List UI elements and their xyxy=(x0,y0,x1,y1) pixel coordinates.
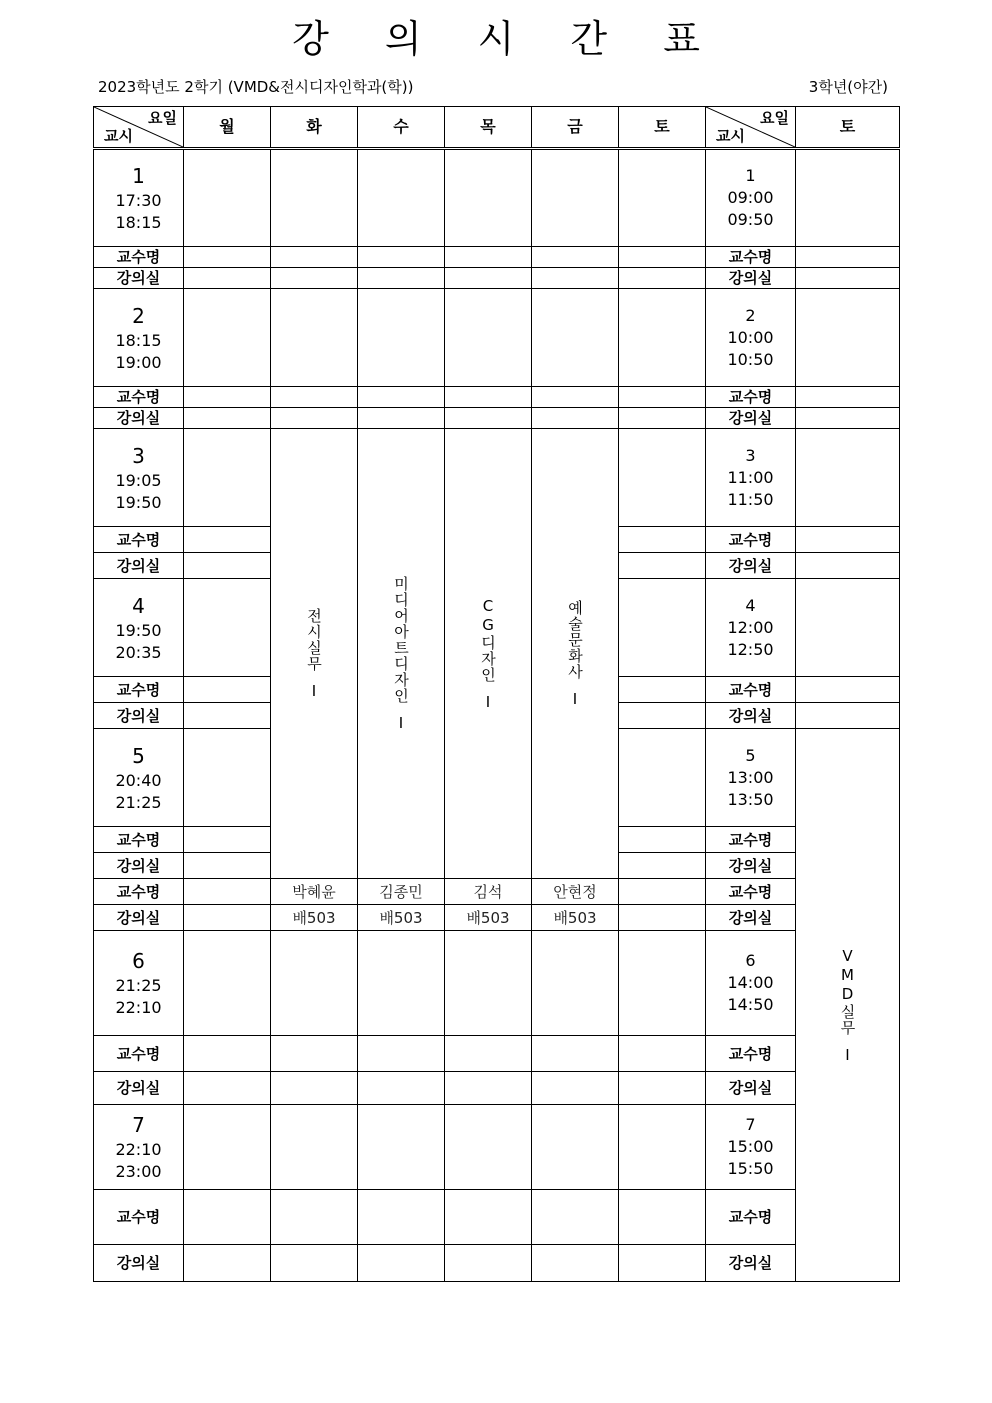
empty-cell xyxy=(271,1190,358,1245)
empty-cell xyxy=(445,387,532,408)
empty-cell xyxy=(271,931,358,1036)
period-time-cell xyxy=(94,579,184,677)
period-text: 22:10 xyxy=(115,998,162,1017)
empty-cell xyxy=(796,677,900,703)
period-text: 09:00 xyxy=(727,188,774,207)
empty-cell xyxy=(619,1245,706,1282)
room-row xyxy=(94,268,900,289)
row-label: 강의실 xyxy=(706,853,796,879)
grade-info: 3학년(야간) xyxy=(808,78,888,96)
weekend-period-time-cell xyxy=(706,289,796,387)
empty-cell xyxy=(619,429,706,527)
empty-cell xyxy=(619,1072,706,1105)
period-text: 7 xyxy=(745,1115,756,1134)
empty-cell xyxy=(184,1245,271,1282)
course-block-thu xyxy=(445,429,532,879)
row-label: 강의실 xyxy=(706,703,796,729)
empty-cell xyxy=(184,408,271,429)
empty-cell xyxy=(184,1036,271,1072)
row-label: 교수명 xyxy=(706,879,796,905)
period-text: 20:40 xyxy=(115,770,162,790)
day-header-mon: 월 xyxy=(184,107,271,149)
period-text: 5 xyxy=(745,745,756,765)
empty-cell xyxy=(358,1190,445,1245)
empty-cell xyxy=(532,1072,619,1105)
room-thu: 배503 xyxy=(445,905,532,931)
empty-cell xyxy=(619,408,706,429)
corner-day-label: 요일 xyxy=(760,109,789,127)
row-label: 강의실 xyxy=(706,553,796,579)
empty-cell xyxy=(445,268,532,289)
corner-cell xyxy=(94,107,184,149)
professor-row xyxy=(94,247,900,268)
empty-cell xyxy=(184,1190,271,1245)
period-time-cell xyxy=(94,1105,184,1190)
period-text: 17:30 xyxy=(115,191,162,210)
page-title: 강 의 시 간 표 xyxy=(292,17,722,61)
empty-cell xyxy=(796,553,900,579)
empty-cell xyxy=(358,1072,445,1105)
empty-cell xyxy=(532,268,619,289)
row-label: 교수명 xyxy=(706,1036,796,1072)
corner-period-label: 교시 xyxy=(104,127,133,145)
room-tue: 배503 xyxy=(271,905,358,931)
period-text: 12:00 xyxy=(727,617,774,637)
professor-row xyxy=(94,1190,900,1245)
empty-cell xyxy=(796,268,900,289)
empty-cell xyxy=(358,149,445,247)
corner-day-label: 요일 xyxy=(148,109,177,127)
empty-cell xyxy=(271,289,358,387)
empty-cell xyxy=(532,931,619,1036)
empty-cell xyxy=(619,149,706,247)
row-label: 강의실 xyxy=(94,408,184,429)
period-text: 7 xyxy=(132,1113,145,1137)
period-text: 4 xyxy=(745,595,756,615)
period-text: 18:15 xyxy=(115,330,162,350)
empty-cell xyxy=(184,387,271,408)
period-text: 11:00 xyxy=(727,467,774,487)
empty-cell xyxy=(619,729,706,827)
timetable xyxy=(93,106,900,1282)
empty-cell xyxy=(532,1190,619,1245)
empty-cell xyxy=(619,1190,706,1245)
row-label: 교수명 xyxy=(94,1036,184,1072)
empty-cell xyxy=(445,1245,532,1282)
period-time-cell xyxy=(94,729,184,827)
course-block-weekend-sat xyxy=(796,729,900,1282)
period-text: 19:00 xyxy=(115,352,162,372)
row-label: 강의실 xyxy=(94,553,184,579)
empty-cell xyxy=(445,1072,532,1105)
empty-cell xyxy=(271,268,358,289)
course-level: Ⅰ xyxy=(572,689,578,708)
professor-row xyxy=(94,879,900,905)
empty-cell xyxy=(619,703,706,729)
period-text: 21:25 xyxy=(115,792,162,812)
professor-row xyxy=(94,1036,900,1072)
empty-cell xyxy=(796,408,900,429)
period-row xyxy=(94,1105,900,1190)
course-name: 전시실무 xyxy=(305,607,323,672)
row-label: 교수명 xyxy=(706,677,796,703)
period-text: 10:50 xyxy=(727,349,774,369)
empty-cell xyxy=(358,1036,445,1072)
empty-cell xyxy=(445,1036,532,1072)
empty-cell xyxy=(796,387,900,408)
empty-cell xyxy=(532,1105,619,1190)
period-time-cell xyxy=(94,149,184,247)
empty-cell xyxy=(445,289,532,387)
day-header-weekend-sat: 토 xyxy=(796,107,900,149)
period-row xyxy=(94,149,900,247)
row-label: 강의실 xyxy=(94,1245,184,1282)
empty-cell xyxy=(271,408,358,429)
empty-cell xyxy=(532,289,619,387)
period-text: 13:00 xyxy=(727,767,774,787)
period-text: 11:50 xyxy=(727,489,774,509)
room-row xyxy=(94,408,900,429)
empty-cell xyxy=(271,1105,358,1190)
empty-cell xyxy=(445,408,532,429)
course-name: 미디어아트디자인 xyxy=(392,575,410,704)
empty-cell xyxy=(271,1245,358,1282)
row-label: 교수명 xyxy=(94,677,184,703)
empty-cell xyxy=(358,1105,445,1190)
row-label: 교수명 xyxy=(706,387,796,408)
row-label: 교수명 xyxy=(94,527,184,553)
row-label: 교수명 xyxy=(706,527,796,553)
period-text: 4 xyxy=(132,593,145,618)
empty-cell xyxy=(184,579,271,677)
course-block-fri xyxy=(532,429,619,879)
empty-cell xyxy=(184,879,271,905)
professor-row xyxy=(94,387,900,408)
corner-cell-weekend xyxy=(706,107,796,149)
period-time-cell xyxy=(94,931,184,1036)
period-text: 14:00 xyxy=(727,973,774,992)
row-label: 강의실 xyxy=(706,268,796,289)
empty-cell xyxy=(532,1245,619,1282)
room-wed: 배503 xyxy=(358,905,445,931)
weekend-period-time-cell xyxy=(706,1105,796,1190)
professor-tue: 박혜윤 xyxy=(271,879,358,905)
empty-cell xyxy=(619,289,706,387)
row-label: 교수명 xyxy=(94,1190,184,1245)
period-text: 10:00 xyxy=(727,327,774,347)
course-name: CG디자인 xyxy=(479,596,497,683)
empty-cell xyxy=(184,931,271,1036)
empty-cell xyxy=(271,247,358,268)
empty-cell xyxy=(184,247,271,268)
course-level: Ⅰ xyxy=(485,692,491,711)
row-label: 강의실 xyxy=(94,853,184,879)
empty-cell xyxy=(532,408,619,429)
period-text: 23:00 xyxy=(115,1162,162,1181)
period-text: 1 xyxy=(745,166,756,185)
empty-cell xyxy=(445,247,532,268)
empty-cell xyxy=(619,931,706,1036)
day-header-wed: 수 xyxy=(358,107,445,149)
period-text: 22:10 xyxy=(115,1140,162,1159)
empty-cell xyxy=(619,268,706,289)
course-level: Ⅰ xyxy=(398,713,404,732)
period-row xyxy=(94,429,900,527)
empty-cell xyxy=(184,703,271,729)
course-block-wed xyxy=(358,429,445,879)
empty-cell xyxy=(445,149,532,247)
empty-cell xyxy=(184,149,271,247)
course-name: VMD실무 xyxy=(838,946,857,1036)
empty-cell xyxy=(796,247,900,268)
period-time-cell xyxy=(94,289,184,387)
period-text: 19:50 xyxy=(115,620,162,640)
row-label: 강의실 xyxy=(706,1245,796,1282)
empty-cell xyxy=(358,268,445,289)
empty-cell xyxy=(184,527,271,553)
weekend-period-time-cell xyxy=(706,429,796,527)
empty-cell xyxy=(358,1245,445,1282)
period-text: 5 xyxy=(132,743,145,768)
row-label: 교수명 xyxy=(94,879,184,905)
period-text: 21:25 xyxy=(115,976,162,995)
empty-cell xyxy=(796,527,900,553)
period-text: 3 xyxy=(745,445,756,465)
professor-fri: 안현정 xyxy=(532,879,619,905)
period-text: 1 xyxy=(132,164,145,188)
period-text: 15:50 xyxy=(727,1159,774,1178)
room-row xyxy=(94,905,900,931)
empty-cell xyxy=(445,1190,532,1245)
weekend-period-time-cell xyxy=(706,729,796,827)
period-text: 12:50 xyxy=(727,639,774,659)
row-label: 강의실 xyxy=(94,268,184,289)
empty-cell xyxy=(532,387,619,408)
period-text: 3 xyxy=(132,443,145,468)
period-text: 6 xyxy=(745,951,756,970)
empty-cell xyxy=(619,1105,706,1190)
period-time-cell xyxy=(94,429,184,527)
empty-cell xyxy=(532,247,619,268)
period-text: 19:50 xyxy=(115,492,162,512)
empty-cell xyxy=(184,289,271,387)
empty-cell xyxy=(619,677,706,703)
empty-cell xyxy=(619,387,706,408)
row-label: 강의실 xyxy=(706,1072,796,1105)
empty-cell xyxy=(358,387,445,408)
day-header-fri: 금 xyxy=(532,107,619,149)
empty-cell xyxy=(184,553,271,579)
empty-cell xyxy=(619,853,706,879)
empty-cell xyxy=(796,429,900,527)
empty-cell xyxy=(796,703,900,729)
row-label: 강의실 xyxy=(706,408,796,429)
period-text: 15:00 xyxy=(727,1137,774,1156)
course-level: Ⅰ xyxy=(845,1045,850,1064)
empty-cell xyxy=(184,1072,271,1105)
period-text: 09:50 xyxy=(727,210,774,229)
course-level: Ⅰ xyxy=(311,681,317,700)
row-label: 강의실 xyxy=(94,1072,184,1105)
row-label: 강의실 xyxy=(94,703,184,729)
empty-cell xyxy=(796,579,900,677)
empty-cell xyxy=(271,387,358,408)
empty-cell xyxy=(532,149,619,247)
empty-cell xyxy=(358,931,445,1036)
corner-period-label: 교시 xyxy=(716,127,745,145)
empty-cell xyxy=(619,247,706,268)
empty-cell xyxy=(796,289,900,387)
empty-cell xyxy=(184,853,271,879)
empty-cell xyxy=(184,729,271,827)
period-text: 6 xyxy=(132,949,145,973)
empty-cell xyxy=(619,527,706,553)
row-label: 교수명 xyxy=(94,827,184,853)
room-fri: 배503 xyxy=(532,905,619,931)
row-label: 교수명 xyxy=(706,1190,796,1245)
empty-cell xyxy=(796,149,900,247)
empty-cell xyxy=(358,289,445,387)
empty-cell xyxy=(271,1036,358,1072)
period-text: 20:35 xyxy=(115,642,162,662)
period-text: 13:50 xyxy=(727,789,774,809)
professor-wed: 김종민 xyxy=(358,879,445,905)
semester-info: 2023학년도 2학기 (VMD&전시디자인학과(학)) xyxy=(98,78,414,96)
empty-cell xyxy=(619,553,706,579)
empty-cell xyxy=(619,905,706,931)
empty-cell xyxy=(184,429,271,527)
empty-cell xyxy=(445,931,532,1036)
empty-cell xyxy=(271,1072,358,1105)
row-label: 강의실 xyxy=(94,905,184,931)
header-row xyxy=(94,107,900,149)
empty-cell xyxy=(619,827,706,853)
row-label: 강의실 xyxy=(706,905,796,931)
period-row xyxy=(94,289,900,387)
empty-cell xyxy=(184,905,271,931)
row-label: 교수명 xyxy=(94,247,184,268)
room-row xyxy=(94,1245,900,1282)
row-label: 교수명 xyxy=(94,387,184,408)
period-text: 2 xyxy=(132,303,145,328)
weekend-period-time-cell xyxy=(706,931,796,1036)
row-label: 교수명 xyxy=(706,827,796,853)
day-header-sat: 토 xyxy=(619,107,706,149)
room-row xyxy=(94,1072,900,1105)
empty-cell xyxy=(619,1036,706,1072)
empty-cell xyxy=(619,879,706,905)
period-text: 18:15 xyxy=(115,213,162,232)
professor-thu: 김석 xyxy=(445,879,532,905)
period-text: 19:05 xyxy=(115,470,162,490)
period-text: 2 xyxy=(745,305,756,325)
weekend-period-time-cell xyxy=(706,149,796,247)
empty-cell xyxy=(184,268,271,289)
course-block-tue xyxy=(271,429,358,879)
empty-cell xyxy=(184,827,271,853)
empty-cell xyxy=(184,677,271,703)
empty-cell xyxy=(532,1036,619,1072)
period-text: 14:50 xyxy=(727,995,774,1014)
row-label: 교수명 xyxy=(706,247,796,268)
day-header-tue: 화 xyxy=(271,107,358,149)
empty-cell xyxy=(271,149,358,247)
course-name: 예술문화사 xyxy=(566,599,584,680)
empty-cell xyxy=(445,1105,532,1190)
empty-cell xyxy=(184,1105,271,1190)
empty-cell xyxy=(619,579,706,677)
empty-cell xyxy=(358,408,445,429)
weekend-period-time-cell xyxy=(706,579,796,677)
day-header-thu: 목 xyxy=(445,107,532,149)
period-row xyxy=(94,931,900,1036)
empty-cell xyxy=(358,247,445,268)
